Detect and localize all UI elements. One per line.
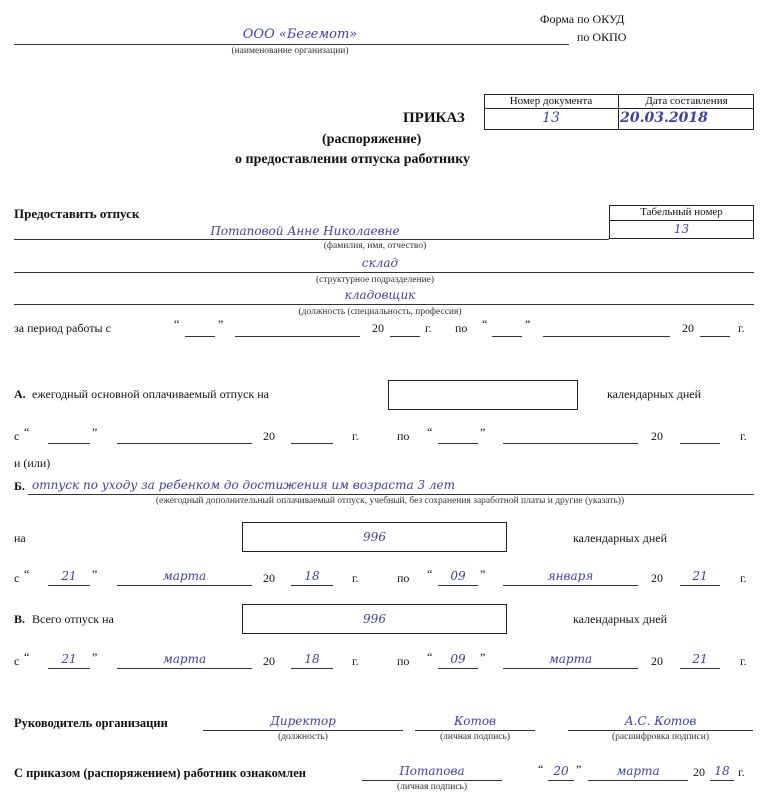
section-a-to-g: г.: [740, 429, 747, 443]
period-from-month-line: [235, 336, 360, 337]
section-b-to-year-prefix: 20: [651, 571, 663, 585]
section-v-from-qo: “: [24, 650, 30, 664]
ack-month-line: [588, 780, 688, 781]
section-a-from-year-prefix: 20: [263, 429, 275, 443]
section-v-to-g: г.: [740, 654, 747, 668]
section-b-from-year-prefix: 20: [263, 571, 275, 585]
org-name-caption: (наименование организации): [231, 46, 349, 56]
section-b-to-month-line: [503, 585, 638, 586]
form-okud-label: Форма по ОКУД: [540, 12, 625, 26]
section-a-to-qo: “: [427, 425, 433, 439]
tab-number-divider: [609, 220, 754, 221]
section-v-to-qo: “: [427, 650, 433, 664]
head-decode: А.С. Котов: [624, 714, 697, 728]
section-v-from-qc: ”: [92, 650, 98, 664]
section-a-from-g: г.: [352, 429, 359, 443]
position-caption: (должность (специальность, профессия): [298, 307, 462, 317]
grant-leave-label: Предоставить отпуск: [14, 206, 140, 221]
head-signature-caption: (личная подпись): [439, 732, 511, 742]
position-line: [14, 304, 754, 305]
section-v-to-month-line: [503, 668, 638, 669]
ack-year-line: [710, 780, 734, 781]
ack-signature-line: [362, 780, 502, 781]
section-a-from-qo: “: [24, 425, 30, 439]
department-line: [14, 272, 754, 273]
ack-day-line: [548, 780, 574, 781]
section-b-days-value: 996: [363, 530, 386, 544]
ack-year-prefix: 20: [693, 765, 705, 779]
head-decode-line: [568, 730, 753, 731]
section-v-from-month-line: [117, 668, 252, 669]
section-a-from-qc: ”: [92, 425, 98, 439]
period-from-quote-close: ”: [218, 317, 224, 331]
ack-g: г.: [738, 765, 745, 779]
section-v-from-year: 18: [304, 652, 320, 666]
section-b-to-g: г.: [740, 571, 747, 585]
employee-name-line: [14, 239, 609, 240]
section-v-from-year-prefix: 20: [263, 654, 275, 668]
ack-signature-caption: (личная подпись): [396, 782, 468, 792]
section-b-from-month: марта: [162, 569, 207, 583]
section-v-s: с: [14, 654, 20, 668]
section-v-from-month: марта: [162, 652, 207, 666]
section-b-s: с: [14, 571, 20, 585]
period-po: по: [455, 321, 468, 335]
doc-number-value: 13: [542, 110, 560, 126]
section-b-days-label: календарных дней: [573, 531, 668, 545]
section-v-days-value: 996: [363, 612, 386, 626]
section-v-text: Всего отпуск на: [32, 612, 114, 626]
section-v-letter: В.: [14, 612, 26, 626]
section-b-to-year: 21: [692, 569, 708, 583]
period-from-year-line: [390, 336, 420, 337]
section-b-type-line: [28, 494, 754, 495]
section-b-to-year-line: [680, 585, 720, 586]
section-v-to-day-line: [438, 668, 478, 669]
section-a-s: с: [14, 429, 20, 443]
employee-name-caption: (фамилия, имя, отчество): [323, 241, 427, 251]
section-a-to-day-line: [438, 443, 478, 444]
period-to-year-prefix: 20: [682, 321, 694, 335]
section-v-to-qc: ”: [480, 650, 486, 664]
ack-quote-close: ”: [576, 762, 582, 776]
section-b-from-g: г.: [352, 571, 359, 585]
section-b-to-day: 09: [450, 569, 466, 583]
section-v-from-day-line: [48, 668, 90, 669]
head-position-line: [203, 730, 403, 731]
section-b-to-day-line: [438, 585, 478, 586]
ack-day: 20: [553, 764, 569, 778]
order-title: ПРИКАЗ: [403, 110, 465, 126]
org-name: ООО «Бегемот»: [242, 27, 358, 42]
period-to-quote-open: “: [482, 317, 488, 331]
section-b-caption: (ежегодный дополнительный оплачиваемый отпуск, учебный, без сохранения заработной платы и другие (указать)): [155, 496, 625, 506]
section-a-from-day-line: [48, 443, 90, 444]
position-value: кладовщик: [344, 288, 416, 302]
department-value: склад: [361, 256, 399, 270]
section-a-to-year-line: [680, 443, 720, 444]
section-v-to-month: марта: [548, 652, 593, 666]
ack-month: марта: [616, 764, 660, 778]
section-v-from-year-line: [291, 668, 333, 669]
ack-signature: Потапова: [399, 764, 465, 778]
section-b-from-qc: ”: [92, 567, 98, 581]
department-caption: (структурное подразделение): [315, 275, 435, 285]
section-a-letter: А.: [14, 387, 26, 401]
section-b-to-month: января: [547, 569, 594, 583]
employee-name: Потаповой Анне Николаевне: [210, 224, 400, 238]
section-a-to-year-prefix: 20: [651, 429, 663, 443]
section-b-from-month-line: [117, 585, 252, 586]
section-v-days-label: календарных дней: [573, 612, 668, 626]
section-b-letter: Б.: [14, 479, 25, 493]
section-b-from-year-line: [291, 585, 333, 586]
org-name-line: [14, 44, 569, 45]
period-from-g: г.: [425, 321, 432, 335]
head-position-caption: (должность): [278, 732, 328, 742]
section-v-to-day: 09: [450, 652, 466, 666]
head-decode-caption: (расшифровка подписи): [612, 732, 709, 742]
section-b-from-day-line: [48, 585, 90, 586]
doc-date-header: Дата составления: [645, 95, 728, 107]
section-a-from-year-line: [291, 443, 333, 444]
section-v-po: по: [397, 654, 410, 668]
tab-number-value: 13: [673, 222, 690, 236]
section-v-to-year: 21: [692, 652, 708, 666]
section-a-days-label: календарных дней: [607, 387, 702, 401]
section-b-from-day: 21: [61, 569, 77, 583]
head-position: Директор: [270, 714, 336, 728]
head-label: Руководитель организации: [14, 716, 168, 730]
period-to-g: г.: [738, 321, 745, 335]
okpo-label: по ОКПО: [577, 30, 627, 44]
doc-number-header: Номер документа: [509, 95, 593, 107]
period-from-day-line: [185, 336, 215, 337]
period-from-year-prefix: 20: [372, 321, 384, 335]
period-label: за период работы с: [14, 321, 111, 335]
period-from-quote-open: “: [174, 317, 180, 331]
section-a-from-month-line: [117, 443, 252, 444]
section-v-to-year-prefix: 20: [651, 654, 663, 668]
period-to-year-line: [700, 336, 730, 337]
section-b-po: по: [397, 571, 410, 585]
section-a-to-month-line: [503, 443, 638, 444]
section-a-text: ежегодный основной оплачиваемый отпуск на: [32, 387, 269, 401]
tab-number-header: Табельный номер: [640, 206, 723, 218]
head-signature: Котов: [453, 714, 497, 728]
section-b-type: отпуск по уходу за ребенком до достижения им возраста 3 лет: [32, 478, 456, 492]
section-v-from-g: г.: [352, 654, 359, 668]
section-a-po: по: [397, 429, 410, 443]
doc-table-divider-h: [484, 108, 754, 109]
section-a-days-box[interactable]: [388, 380, 578, 410]
section-a-to-qc: ”: [480, 425, 486, 439]
and-or-label: и (или): [14, 456, 51, 470]
ack-quote-open: “: [538, 762, 544, 776]
section-b-from-qo: “: [24, 567, 30, 581]
section-v-from-day: 21: [61, 652, 77, 666]
section-b-from-year: 18: [304, 569, 320, 583]
section-b-to-qc: ”: [480, 567, 486, 581]
section-b-na: на: [14, 531, 26, 545]
ack-label: С приказом (распоряжением) работник ознакомлен: [14, 766, 306, 780]
doc-date-value: 20.03.2018: [620, 110, 708, 126]
order-purpose: о предоставлении отпуска работнику: [235, 152, 471, 167]
period-to-quote-close: ”: [525, 317, 531, 331]
period-to-month-line: [543, 336, 670, 337]
section-b-to-qo: “: [427, 567, 433, 581]
head-signature-line: [415, 730, 535, 731]
ack-year: 18: [714, 764, 730, 778]
order-subtitle: (распоряжение): [322, 132, 422, 147]
section-v-to-year-line: [680, 668, 720, 669]
period-to-day-line: [492, 336, 522, 337]
